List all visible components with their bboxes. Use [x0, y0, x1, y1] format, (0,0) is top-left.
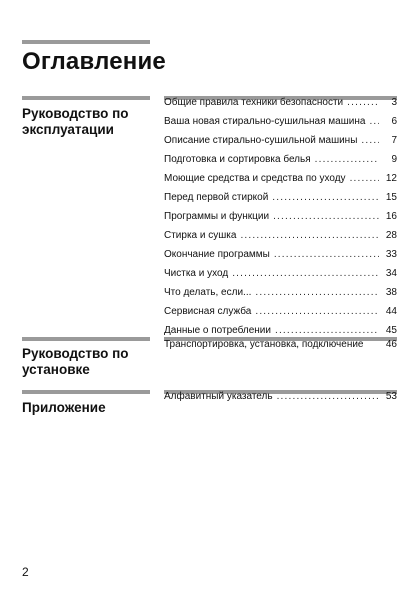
toc-entry[interactable]	[164, 287, 397, 298]
toc-dot-leader	[350, 173, 379, 184]
toc-entry[interactable]	[164, 339, 397, 350]
toc-entry[interactable]	[164, 306, 397, 317]
toc-entry-title: Подготовка и сортировка белья	[164, 154, 311, 165]
toc-dot-leader	[272, 192, 379, 203]
toc-entry-page: 33	[385, 249, 397, 260]
section-heading	[22, 346, 150, 377]
toc-dot-leader	[274, 249, 379, 260]
toc-entry-title: Данные о потреблении	[164, 325, 271, 336]
toc-entry[interactable]	[164, 325, 397, 336]
toc-dot-leader	[240, 230, 379, 241]
toc-dot-leader	[361, 135, 379, 146]
toc-entry-page: 9	[391, 154, 397, 165]
toc-entry[interactable]	[164, 173, 397, 184]
section-heading	[22, 106, 150, 137]
toc-entry[interactable]	[164, 391, 397, 402]
toc-entry-title: Моющие средства и средства по уходу	[164, 173, 346, 184]
toc-entry-page: 34	[385, 268, 397, 279]
toc-entry-page: 53	[385, 391, 397, 402]
toc-entry[interactable]	[164, 116, 397, 127]
toc-dot-leader	[275, 325, 379, 336]
section-heading-line: Приложение	[22, 400, 106, 415]
toc-entry-page: 15	[385, 192, 397, 203]
toc-entry-page: 12	[385, 173, 397, 184]
section-heading-line: установке	[22, 361, 90, 377]
toc-entry[interactable]	[164, 97, 397, 108]
toc-dot-leader	[277, 391, 379, 402]
page-number: 2	[22, 565, 29, 579]
section-heading-line: Руководство по	[22, 346, 129, 361]
section-heading-line: эксплуатации	[22, 121, 114, 137]
section-rule	[22, 337, 150, 341]
toc-dot-leader	[347, 97, 379, 108]
toc-entry[interactable]	[164, 249, 397, 260]
toc-entry-title: Алфавитный указатель	[164, 391, 273, 402]
page-title: Оглавление	[22, 48, 166, 75]
toc-entry-page: 6	[391, 116, 397, 127]
toc-entry-page: 44	[385, 306, 397, 317]
toc-dot-leader	[315, 154, 379, 165]
toc-dot-leader	[255, 306, 379, 317]
toc-entry-title: Сервисная служба	[164, 306, 252, 317]
toc-dot-leader	[369, 116, 379, 127]
toc-entry-page: 46	[385, 339, 397, 350]
toc-entry-title: Общие правила техники безопасности	[164, 97, 344, 108]
toc-entry-page: 3	[391, 97, 397, 108]
toc-dot-leader	[255, 287, 379, 298]
toc-entry[interactable]	[164, 154, 397, 165]
toc-entry-title: Что делать, если...	[164, 287, 252, 298]
toc-entry-title: Чистка и уход	[164, 268, 229, 279]
toc-entry[interactable]	[164, 268, 397, 279]
toc-entry-title: Окончание программы	[164, 249, 270, 260]
toc-entry[interactable]	[164, 211, 397, 222]
toc-entry-title: Описание стирально-сушильной машины	[164, 135, 358, 146]
toc-entry-page: 7	[391, 135, 397, 146]
toc-entry-page: 28	[385, 230, 397, 241]
toc-entry-page: 45	[385, 325, 397, 336]
toc-entry-title: Программы и функции	[164, 211, 270, 222]
section-heading-line: Руководство по	[22, 106, 129, 121]
toc-entry-title: Перед первой стиркой	[164, 192, 269, 203]
section-rule	[22, 390, 150, 394]
toc-entry-title: Транспортировка, установка, подключение	[164, 339, 364, 350]
section-rule	[22, 96, 150, 100]
section-heading	[22, 400, 150, 416]
toc-entry-title: Стирка и сушка	[164, 230, 237, 241]
toc-entry[interactable]	[164, 192, 397, 203]
toc-dot-leader	[273, 211, 379, 222]
toc-entry-title: Ваша новая стирально-сушильная машина	[164, 116, 366, 127]
toc-entry[interactable]	[164, 135, 397, 146]
toc-entry-page: 16	[385, 211, 397, 222]
title-rule	[22, 40, 150, 44]
toc-entry[interactable]	[164, 230, 397, 241]
toc-entry-page: 38	[385, 287, 397, 298]
toc-dot-leader	[232, 268, 379, 279]
